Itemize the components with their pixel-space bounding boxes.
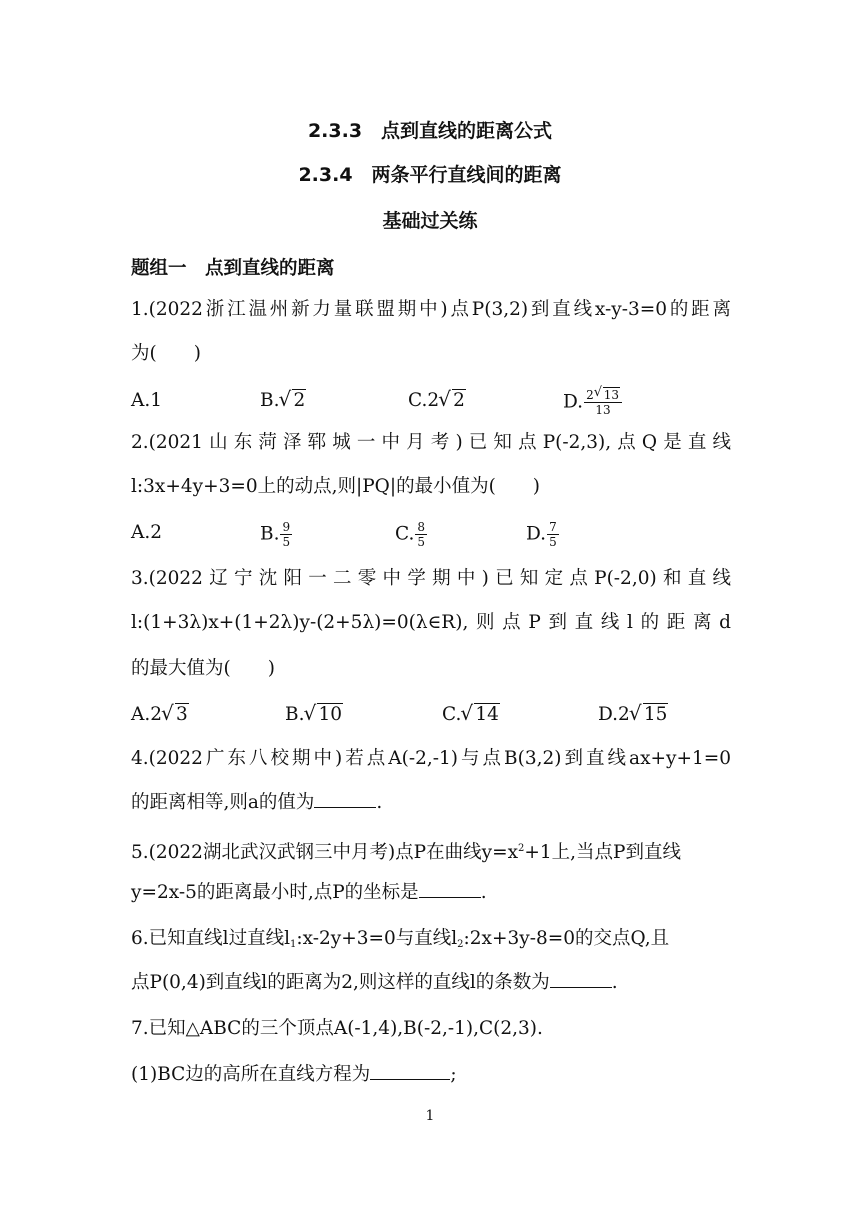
subscript: 2 xyxy=(457,939,464,950)
q6-line2-text: 点P(0,4)到直线l的距离为2,则这样的直线l的条数为 xyxy=(131,972,550,993)
radicand: 2 xyxy=(293,390,306,411)
q3-line1: 3.(2022辽宁沈阳一二零中学期中)已知定点P(-2,0)和直线 xyxy=(131,568,731,589)
q3-option-d xyxy=(598,702,668,728)
page-number: 1 xyxy=(425,1108,435,1124)
q1-option-b xyxy=(260,388,306,414)
q1-option-c xyxy=(408,388,466,414)
radicand: 13 xyxy=(603,388,619,402)
q2-option-b xyxy=(260,520,292,549)
q2-b-label: B. xyxy=(260,523,280,545)
q1-line1: 1.(2022浙江温州新力量联盟期中)点P(3,2)到直线x-y-3=0的距离 xyxy=(131,299,731,320)
group-heading: 题组一 点到直线的距离 xyxy=(131,258,335,279)
denominator: 5 xyxy=(282,535,291,549)
q3-line2: l:(1+3λ)x+(1+2λ)y-(2+5λ)=0(λ∈R),则点P到直线l的距离d xyxy=(131,612,731,633)
q3-line3: 的最大值为( ) xyxy=(131,658,275,679)
sqrt xyxy=(631,702,669,728)
q3-c-label: C. xyxy=(442,704,462,725)
q6-text-c: :2x+3y-8=0的交点Q,且 xyxy=(463,928,670,949)
fraction xyxy=(280,520,292,549)
q4-line2-end: . xyxy=(376,792,383,813)
q7-sub1-end: ; xyxy=(450,1064,457,1085)
sqrt xyxy=(595,388,620,402)
section-subtitle: 基础过关练 xyxy=(382,210,478,232)
fraction xyxy=(547,520,559,549)
q4-line1: 4.(2022广东八校期中)若点A(-2,-1)与点B(3,2)到直线ax+y+1=0 xyxy=(131,748,731,769)
denominator: 5 xyxy=(549,535,557,549)
q6-line2-end: . xyxy=(611,972,618,993)
q3-b-label: B. xyxy=(285,704,305,725)
coef: 2 xyxy=(586,388,594,402)
radicand: 2 xyxy=(453,390,465,411)
q5-text-b: +1上,当点P到直线 xyxy=(524,842,681,863)
sqrt xyxy=(163,702,189,728)
q5-line2-end: . xyxy=(480,882,487,903)
radicand: 14 xyxy=(475,704,499,725)
superscript: 2 xyxy=(518,843,525,854)
numerator: 9 xyxy=(282,520,291,534)
answer-blank[interactable] xyxy=(314,791,376,808)
q3-option-a xyxy=(131,702,189,728)
sqrt xyxy=(462,702,500,728)
q1-option-a: A.1 xyxy=(131,390,163,411)
sqrt xyxy=(305,702,343,728)
radicand: 15 xyxy=(643,704,668,725)
q7-sub1 xyxy=(131,1062,731,1088)
section-title-1: 2.3.3 点到直线的距离公式 xyxy=(307,120,553,142)
q6-line1 xyxy=(131,926,731,958)
q3-d-label: D.2 xyxy=(598,704,630,725)
q2-d-label: D. xyxy=(526,523,547,545)
q7-line1: 7.已知△ABC的三个顶点A(-1,4),B(-2,-1),C(2,3). xyxy=(131,1018,543,1039)
q3-option-c xyxy=(442,702,500,728)
denominator: 5 xyxy=(417,535,426,549)
sqrt xyxy=(280,388,306,414)
q3-option-b xyxy=(285,702,343,728)
q2-option-d xyxy=(526,520,559,549)
q2-line2: l:3x+4y+3=0上的动点,则|PQ|的最小值为( ) xyxy=(131,476,541,497)
q1-d-label: D. xyxy=(563,391,584,413)
q4-line2-text: 的距离相等,则a的值为 xyxy=(131,792,315,813)
numerator: 7 xyxy=(549,520,557,534)
q3-a-label: A.2 xyxy=(131,704,163,725)
q1-b-label: B. xyxy=(260,390,280,411)
fraction xyxy=(584,388,622,417)
q2-option-a: A.2 xyxy=(131,522,163,543)
radicand: 3 xyxy=(176,704,188,725)
section-title-2: 2.3.4 两条平行直线间的距离 xyxy=(298,164,562,186)
q2-c-label: C. xyxy=(395,523,415,545)
numerator: 8 xyxy=(417,520,426,534)
sqrt xyxy=(440,388,466,414)
subscript: 1 xyxy=(290,939,297,950)
q5-text-a: 5.(2022湖北武汉武钢三中月考)点P在曲线y=x xyxy=(131,842,519,863)
answer-blank[interactable] xyxy=(419,881,481,898)
q2-line1: 2.(2021山东菏泽郓城一中月考)已知点P(-2,3),点Q是直线 xyxy=(131,432,731,453)
q1-c-label: C.2 xyxy=(408,390,440,411)
q6-line2 xyxy=(131,970,731,996)
q5-line2-text: y=2x-5的距离最小时,点P的坐标是 xyxy=(131,882,419,903)
answer-blank[interactable] xyxy=(550,971,612,988)
q4-line2 xyxy=(131,790,731,816)
q6-text-b: :x-2y+3=0与直线l xyxy=(296,928,458,949)
q2-option-c xyxy=(395,520,427,549)
q7-sub1-text: (1)BC边的高所在直线方程为 xyxy=(131,1064,371,1085)
radicand: 10 xyxy=(318,704,343,725)
q1-option-d xyxy=(563,388,622,417)
answer-blank[interactable] xyxy=(370,1063,450,1080)
denominator: 13 xyxy=(595,403,611,417)
q5-line1 xyxy=(131,836,731,866)
q5-line2 xyxy=(131,880,731,906)
fraction xyxy=(415,520,427,549)
q1-line2: 为( ) xyxy=(131,343,201,364)
q6-text-a: 6.已知直线l过直线l xyxy=(131,928,290,949)
